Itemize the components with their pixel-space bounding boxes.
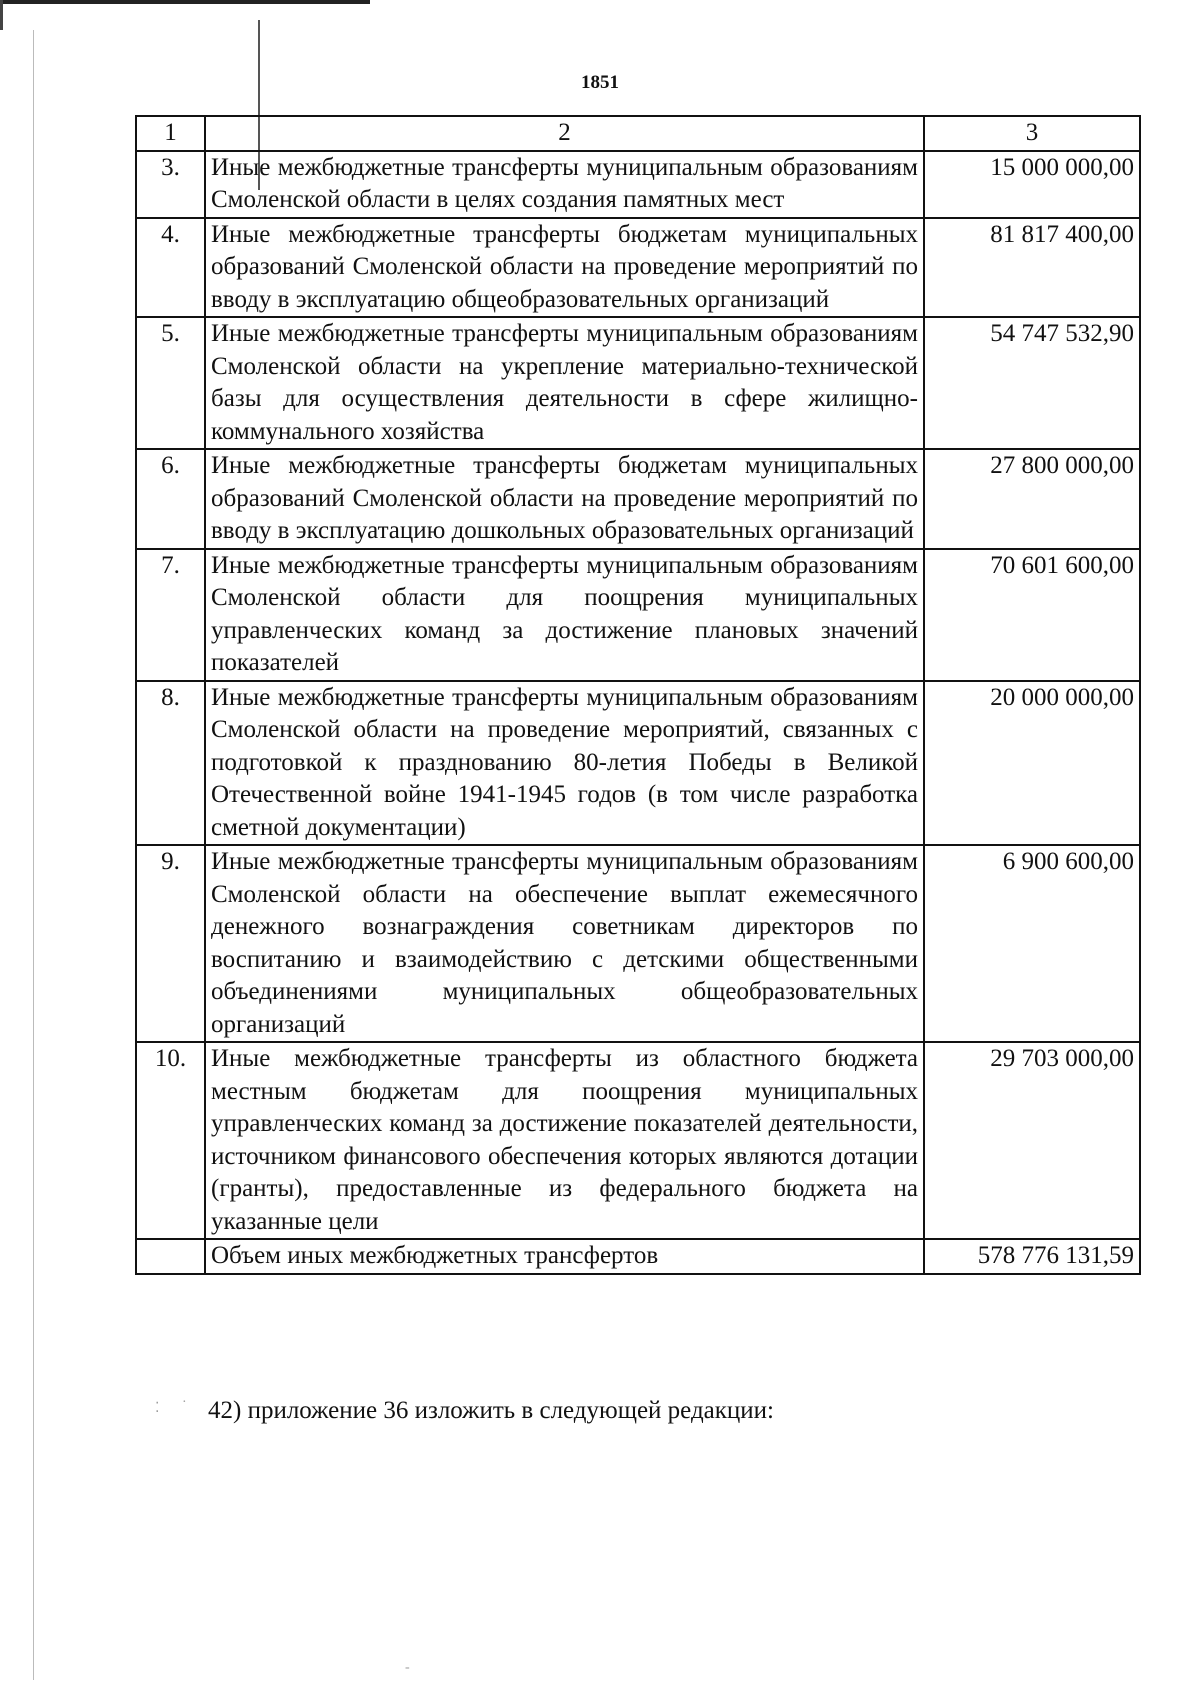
transfers-table — [135, 115, 1141, 1275]
header-cell-1: 1 — [136, 116, 205, 151]
scan-speck: ⁚ — [155, 1401, 160, 1416]
row-description: Иные межбюджетные трансферты муниципальным образованиям Смоленской области на обеспечение выплат ежемесячного денежного вознаграждения советникам директоров по воспитанию и взаимодействию с детскими общественными объединениями муниципальных общеобразовательных организаций — [205, 845, 924, 1042]
row-amount: 27 800 000,00 — [924, 449, 1140, 549]
row-description: Иные межбюджетные трансферты муниципальным образованиям Смоленской области в целях создания памятных мест — [205, 151, 924, 218]
table-total-row — [136, 1239, 1140, 1274]
table-row — [136, 317, 1140, 449]
row-number: 3. — [136, 151, 205, 218]
row-amount: 6 900 600,00 — [924, 845, 1140, 1042]
amendment-note: 42) приложение 36 изложить в следующей редакции: — [208, 1397, 774, 1424]
scan-speck: · — [182, 1395, 187, 1410]
row-number: 6. — [136, 449, 205, 549]
row-amount: 20 000 000,00 — [924, 681, 1140, 846]
scan-artifact-top — [0, 0, 370, 4]
row-amount: 29 703 000,00 — [924, 1042, 1140, 1239]
table-row — [136, 449, 1140, 549]
scan-speck: - — [405, 1660, 410, 1675]
row-amount: 15 000 000,00 — [924, 151, 1140, 218]
table-row — [136, 681, 1140, 846]
row-number: 5. — [136, 317, 205, 449]
row-number: 4. — [136, 218, 205, 318]
table-row — [136, 845, 1140, 1042]
row-number: 9. — [136, 845, 205, 1042]
scan-artifact-edge — [33, 30, 34, 1680]
table-row — [136, 151, 1140, 218]
row-description: Иные межбюджетные трансферты бюджетам муниципальных образований Смоленской области на проведение мероприятий по вводу в эксплуатацию дошкольных образовательных организаций — [205, 449, 924, 549]
row-amount: 81 817 400,00 — [924, 218, 1140, 318]
table-row — [136, 1042, 1140, 1239]
total-amount: 578 776 131,59 — [924, 1239, 1140, 1274]
scan-artifact-corner — [0, 0, 3, 30]
total-description: Объем иных межбюджетных трансфертов — [205, 1239, 924, 1274]
row-amount: 54 747 532,90 — [924, 317, 1140, 449]
row-number: 10. — [136, 1042, 205, 1239]
row-description: Иные межбюджетные трансферты муниципальным образованиям Смоленской области для поощрения муниципальных управленческих команд за достижение плановых значений показателей — [205, 549, 924, 681]
header-cell-3: 3 — [924, 116, 1140, 151]
table-header-row — [136, 116, 1140, 151]
row-description: Иные межбюджетные трансферты муниципальным образованиям Смоленской области на укрепление материально-технической базы для осуществления деятельности в сфере жилищно-коммунального хозяйства — [205, 317, 924, 449]
header-cell-2: 2 — [205, 116, 924, 151]
total-number — [136, 1239, 205, 1274]
row-amount: 70 601 600,00 — [924, 549, 1140, 681]
table-row — [136, 549, 1140, 681]
row-number: 7. — [136, 549, 205, 681]
row-number: 8. — [136, 681, 205, 846]
table-row — [136, 218, 1140, 318]
page-number: 1851 — [581, 72, 619, 93]
row-description: Иные межбюджетные трансферты бюджетам муниципальных образований Смоленской области на проведение мероприятий по вводу в эксплуатацию общеобразовательных организаций — [205, 218, 924, 318]
row-description: Иные межбюджетные трансферты из областного бюджета местным бюджетам для поощрения муниципальных управленческих команд за достижение показателей деятельности, источником финансового обеспечения которых являются дотации (гранты), предоставленные из федерального бюджета на указанные цели — [205, 1042, 924, 1239]
row-description: Иные межбюджетные трансферты муниципальным образованиям Смоленской области на проведение мероприятий, связанных с подготовкой к празднованию 80-летия Победы в Великой Отечественной войне 1941-1945 годов (в том числе разработка сметной документации) — [205, 681, 924, 846]
